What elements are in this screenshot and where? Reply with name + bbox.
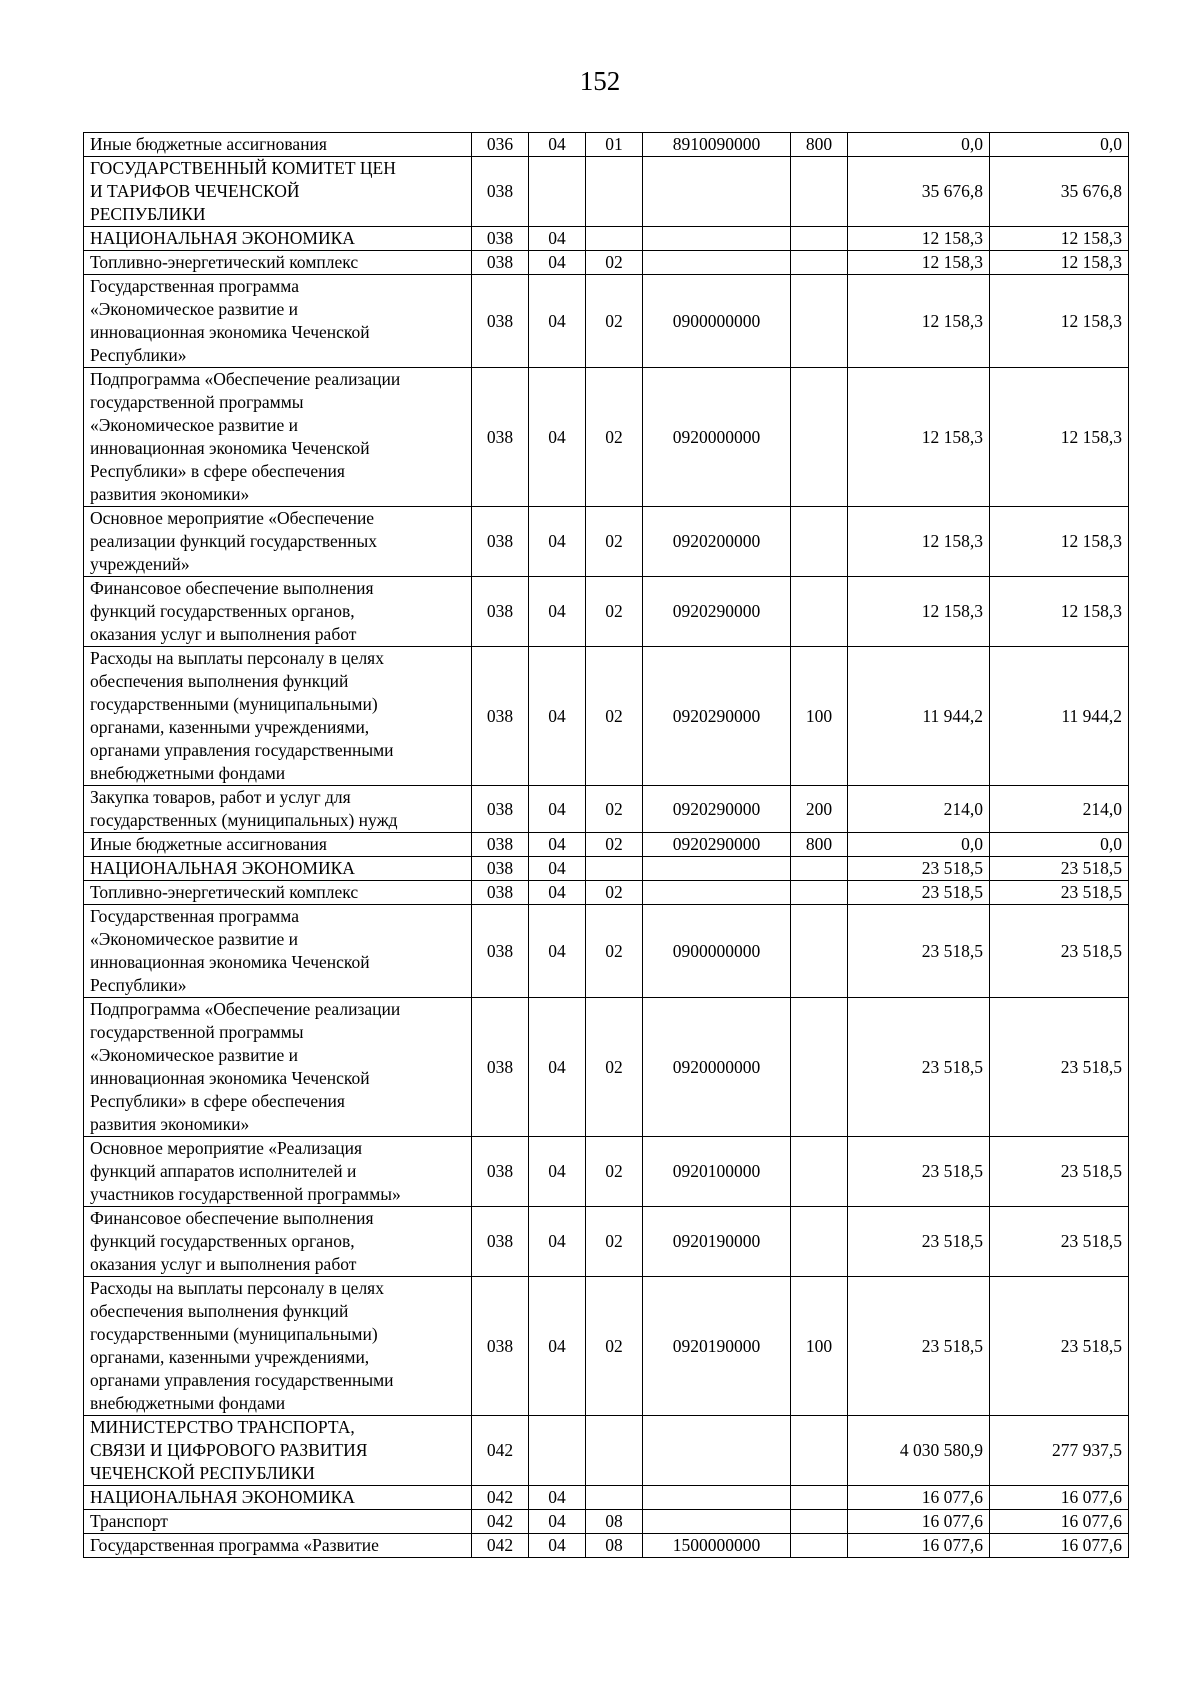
cell-rz: 04 [529, 227, 586, 251]
cell-name-line: функций государственных органов, [90, 601, 355, 621]
cell-csr: 0920290000 [643, 647, 791, 786]
cell-name-line: МИНИСТЕРСТВО ТРАНСПОРТА, [90, 1417, 355, 1437]
cell-vr: 100 [791, 1277, 848, 1416]
cell-pr [586, 227, 643, 251]
cell-sum-1: 12 158,3 [848, 251, 990, 275]
cell-sum-2: 12 158,3 [990, 507, 1129, 577]
table-row [84, 1510, 1129, 1534]
cell-name-line: Закупка товаров, работ и услуг для [90, 787, 351, 807]
cell-sum-1: 12 158,3 [848, 368, 990, 507]
cell-sum-2: 0,0 [990, 833, 1129, 857]
cell-sum-1: 214,0 [848, 786, 990, 833]
cell-name [84, 1510, 472, 1534]
cell-sum-1: 0,0 [848, 833, 990, 857]
cell-ved: 038 [472, 577, 529, 647]
cell-rz: 04 [529, 368, 586, 507]
cell-sum-2: 23 518,5 [990, 1137, 1129, 1207]
cell-name-line: органами, казенными учреждениями, [90, 717, 370, 737]
cell-name-line: Расходы на выплаты персоналу в целях [90, 1278, 384, 1298]
cell-pr: 02 [586, 786, 643, 833]
cell-name-line: Топливно-энергетический комплекс [90, 252, 359, 272]
table-row [84, 647, 1129, 786]
cell-name [84, 1277, 472, 1416]
cell-name-line: НАЦИОНАЛЬНАЯ ЭКОНОМИКА [90, 228, 355, 248]
cell-vr [791, 1137, 848, 1207]
cell-name-line: Иные бюджетные ассигнования [90, 834, 327, 854]
table-row [84, 786, 1129, 833]
cell-name-line: оказания услуг и выполнения работ [90, 1254, 357, 1274]
cell-ved: 042 [472, 1510, 529, 1534]
cell-name-line: инновационная экономика Чеченской [90, 952, 370, 972]
cell-name-line: внебюджетными фондами [90, 1393, 286, 1413]
cell-ved: 038 [472, 905, 529, 998]
cell-csr [643, 1510, 791, 1534]
table-row [84, 1277, 1129, 1416]
cell-sum-1: 23 518,5 [848, 881, 990, 905]
page-number: 152 [579, 66, 621, 96]
cell-sum-1: 23 518,5 [848, 1207, 990, 1277]
cell-vr [791, 905, 848, 998]
cell-name [84, 157, 472, 227]
cell-rz: 04 [529, 1534, 586, 1558]
cell-pr: 02 [586, 905, 643, 998]
table-row [84, 507, 1129, 577]
cell-name-line: органами управления государственными [90, 1370, 394, 1390]
cell-vr [791, 881, 848, 905]
cell-pr: 01 [586, 133, 643, 157]
cell-vr [791, 368, 848, 507]
cell-pr: 02 [586, 998, 643, 1137]
cell-name [84, 1486, 472, 1510]
cell-name-line: Основное мероприятие «Реализация [90, 1138, 362, 1158]
table-row [84, 857, 1129, 881]
budget-table-body [84, 133, 1129, 1558]
cell-sum-1: 12 158,3 [848, 227, 990, 251]
cell-rz: 04 [529, 786, 586, 833]
table-row [84, 1207, 1129, 1277]
cell-name-line: Основное мероприятие «Обеспечение [90, 508, 375, 528]
table-row [84, 133, 1129, 157]
cell-ved: 042 [472, 1486, 529, 1510]
cell-rz: 04 [529, 133, 586, 157]
cell-rz: 04 [529, 833, 586, 857]
cell-pr: 02 [586, 275, 643, 368]
cell-name-line: обеспечения выполнения функций [90, 1301, 349, 1321]
cell-sum-2: 12 158,3 [990, 577, 1129, 647]
cell-name-line: Финансовое обеспечение выполнения [90, 578, 374, 598]
cell-name [84, 881, 472, 905]
cell-sum-2: 12 158,3 [990, 368, 1129, 507]
cell-ved: 038 [472, 227, 529, 251]
cell-name-line: развития экономики» [90, 1114, 250, 1134]
cell-name-line: инновационная экономика Чеченской [90, 1068, 370, 1088]
cell-vr [791, 157, 848, 227]
cell-csr: 0920100000 [643, 1137, 791, 1207]
cell-name-line: государственными (муниципальными) [90, 1324, 378, 1344]
cell-pr: 02 [586, 577, 643, 647]
cell-sum-1: 23 518,5 [848, 905, 990, 998]
cell-pr: 02 [586, 1207, 643, 1277]
cell-name [84, 251, 472, 275]
cell-sum-1: 0,0 [848, 133, 990, 157]
cell-vr [791, 1207, 848, 1277]
cell-name-line: НАЦИОНАЛЬНАЯ ЭКОНОМИКА [90, 858, 355, 878]
cell-vr [791, 275, 848, 368]
cell-sum-2: 12 158,3 [990, 227, 1129, 251]
cell-name-line: И ТАРИФОВ ЧЕЧЕНСКОЙ [90, 181, 300, 201]
cell-vr [791, 1486, 848, 1510]
cell-sum-2: 23 518,5 [990, 998, 1129, 1137]
cell-pr: 08 [586, 1510, 643, 1534]
cell-rz: 04 [529, 998, 586, 1137]
cell-sum-1: 4 030 580,9 [848, 1416, 990, 1486]
cell-ved: 038 [472, 275, 529, 368]
cell-name-line: государственными (муниципальными) [90, 694, 378, 714]
cell-vr [791, 251, 848, 275]
cell-csr: 0920190000 [643, 1277, 791, 1416]
cell-csr [643, 1416, 791, 1486]
cell-vr: 100 [791, 647, 848, 786]
cell-ved: 038 [472, 507, 529, 577]
cell-name-line: инновационная экономика Чеченской [90, 438, 370, 458]
cell-csr [643, 857, 791, 881]
cell-rz: 04 [529, 507, 586, 577]
cell-csr: 0920000000 [643, 368, 791, 507]
cell-sum-2: 16 077,6 [990, 1510, 1129, 1534]
cell-sum-2: 23 518,5 [990, 1277, 1129, 1416]
table-row [84, 1416, 1129, 1486]
cell-name-line: государственной программы [90, 392, 304, 412]
cell-name [84, 507, 472, 577]
cell-csr: 0920290000 [643, 833, 791, 857]
cell-sum-1: 16 077,6 [848, 1534, 990, 1558]
cell-name-line: Финансовое обеспечение выполнения [90, 1208, 374, 1228]
cell-ved: 038 [472, 647, 529, 786]
cell-name-line: органами управления государственными [90, 740, 394, 760]
cell-name-line: Топливно-энергетический комплекс [90, 882, 359, 902]
cell-name-line: Государственная программа «Развитие [90, 1535, 379, 1555]
cell-name-line: оказания услуг и выполнения работ [90, 624, 357, 644]
cell-csr: 8910090000 [643, 133, 791, 157]
cell-name [84, 577, 472, 647]
cell-vr: 200 [791, 786, 848, 833]
cell-pr: 02 [586, 1277, 643, 1416]
cell-pr: 02 [586, 507, 643, 577]
cell-csr: 0920000000 [643, 998, 791, 1137]
cell-pr: 02 [586, 833, 643, 857]
cell-name-line: НАЦИОНАЛЬНАЯ ЭКОНОМИКА [90, 1487, 355, 1507]
cell-name-line: Республики» [90, 345, 187, 365]
cell-ved: 038 [472, 833, 529, 857]
table-row [84, 368, 1129, 507]
cell-csr [643, 251, 791, 275]
cell-name [84, 998, 472, 1137]
cell-name-line: Республики» в сфере обеспечения [90, 461, 345, 481]
cell-name [84, 1416, 472, 1486]
cell-rz: 04 [529, 881, 586, 905]
cell-name [84, 647, 472, 786]
cell-name-line: функций государственных органов, [90, 1231, 355, 1251]
cell-name [84, 1137, 472, 1207]
table-row [84, 577, 1129, 647]
table-row [84, 157, 1129, 227]
cell-vr [791, 1534, 848, 1558]
cell-rz: 04 [529, 1510, 586, 1534]
table-row [84, 1534, 1129, 1558]
budget-table [83, 132, 1129, 1558]
cell-rz: 04 [529, 251, 586, 275]
cell-name-line: участников государственной программы» [90, 1184, 401, 1204]
cell-sum-2: 11 944,2 [990, 647, 1129, 786]
cell-name-line: Транспорт [90, 1511, 168, 1531]
cell-ved: 042 [472, 1416, 529, 1486]
cell-rz: 04 [529, 857, 586, 881]
cell-ved: 038 [472, 251, 529, 275]
cell-ved: 038 [472, 998, 529, 1137]
cell-name-line: учреждений» [90, 554, 190, 574]
cell-csr: 0920290000 [643, 786, 791, 833]
cell-sum-1: 35 676,8 [848, 157, 990, 227]
table-row [84, 251, 1129, 275]
cell-ved: 038 [472, 881, 529, 905]
cell-sum-1: 16 077,6 [848, 1486, 990, 1510]
cell-name [84, 833, 472, 857]
table-row [84, 1486, 1129, 1510]
cell-rz: 04 [529, 1207, 586, 1277]
cell-sum-1: 23 518,5 [848, 1137, 990, 1207]
cell-sum-1: 12 158,3 [848, 275, 990, 368]
table-row [84, 881, 1129, 905]
cell-sum-2: 23 518,5 [990, 905, 1129, 998]
cell-rz: 04 [529, 1486, 586, 1510]
table-row [84, 275, 1129, 368]
cell-sum-2: 214,0 [990, 786, 1129, 833]
cell-rz [529, 157, 586, 227]
cell-name-line: государственных (муниципальных) нужд [90, 810, 398, 830]
cell-name-line: Иные бюджетные ассигнования [90, 134, 327, 154]
cell-sum-1: 12 158,3 [848, 577, 990, 647]
cell-pr: 08 [586, 1534, 643, 1558]
table-row [84, 833, 1129, 857]
cell-pr [586, 157, 643, 227]
cell-name-line: Государственная программа [90, 276, 299, 296]
cell-sum-1: 12 158,3 [848, 507, 990, 577]
cell-csr [643, 1486, 791, 1510]
cell-sum-1: 11 944,2 [848, 647, 990, 786]
cell-csr: 0920200000 [643, 507, 791, 577]
cell-csr [643, 881, 791, 905]
cell-name-line: обеспечения выполнения функций [90, 671, 349, 691]
cell-name-line: Республики» в сфере обеспечения [90, 1091, 345, 1111]
cell-pr: 02 [586, 368, 643, 507]
cell-pr [586, 1416, 643, 1486]
cell-ved: 036 [472, 133, 529, 157]
cell-name-line: «Экономическое развитие и [90, 299, 298, 319]
cell-sum-2: 23 518,5 [990, 881, 1129, 905]
cell-csr: 0900000000 [643, 905, 791, 998]
cell-sum-1: 16 077,6 [848, 1510, 990, 1534]
cell-rz: 04 [529, 1137, 586, 1207]
cell-csr: 0920190000 [643, 1207, 791, 1277]
cell-rz: 04 [529, 905, 586, 998]
cell-name [84, 1534, 472, 1558]
cell-rz: 04 [529, 577, 586, 647]
cell-name-line: функций аппаратов исполнителей и [90, 1161, 357, 1181]
cell-vr: 800 [791, 833, 848, 857]
cell-name-line: ЧЕЧЕНСКОЙ РЕСПУБЛИКИ [90, 1463, 315, 1483]
cell-pr: 02 [586, 881, 643, 905]
cell-vr [791, 998, 848, 1137]
cell-rz: 04 [529, 1277, 586, 1416]
cell-ved: 038 [472, 857, 529, 881]
cell-pr: 02 [586, 251, 643, 275]
cell-vr [791, 857, 848, 881]
cell-vr [791, 227, 848, 251]
cell-name [84, 133, 472, 157]
cell-name-line: внебюджетными фондами [90, 763, 286, 783]
cell-name-line: реализации функций государственных [90, 531, 378, 551]
cell-name-line: государственной программы [90, 1022, 304, 1042]
cell-name [84, 857, 472, 881]
cell-name-line: «Экономическое развитие и [90, 1045, 298, 1065]
cell-name-line: органами, казенными учреждениями, [90, 1347, 370, 1367]
cell-sum-2: 23 518,5 [990, 1207, 1129, 1277]
cell-name-line: Подпрограмма «Обеспечение реализации [90, 369, 401, 389]
cell-csr [643, 157, 791, 227]
cell-ved: 038 [472, 786, 529, 833]
cell-name [84, 905, 472, 998]
table-row [84, 905, 1129, 998]
cell-name [84, 275, 472, 368]
cell-pr [586, 1486, 643, 1510]
cell-name-line: Расходы на выплаты персоналу в целях [90, 648, 384, 668]
cell-rz: 04 [529, 275, 586, 368]
cell-name-line: «Экономическое развитие и [90, 415, 298, 435]
cell-sum-1: 23 518,5 [848, 857, 990, 881]
cell-rz: 04 [529, 647, 586, 786]
cell-vr [791, 507, 848, 577]
cell-csr: 1500000000 [643, 1534, 791, 1558]
cell-vr: 800 [791, 133, 848, 157]
cell-sum-2: 12 158,3 [990, 275, 1129, 368]
table-row [84, 1137, 1129, 1207]
cell-sum-2: 16 077,6 [990, 1486, 1129, 1510]
cell-name-line: Подпрограмма «Обеспечение реализации [90, 999, 401, 1019]
cell-name-line: РЕСПУБЛИКИ [90, 204, 206, 224]
cell-name [84, 1207, 472, 1277]
cell-ved: 038 [472, 1137, 529, 1207]
cell-name-line: Государственная программа [90, 906, 299, 926]
cell-ved: 042 [472, 1534, 529, 1558]
cell-name-line: инновационная экономика Чеченской [90, 322, 370, 342]
cell-name-line: Республики» [90, 975, 187, 995]
cell-vr [791, 1510, 848, 1534]
cell-name-line: ГОСУДАРСТВЕННЫЙ КОМИТЕТ ЦЕН [90, 158, 396, 178]
cell-rz [529, 1416, 586, 1486]
cell-name [84, 368, 472, 507]
cell-ved: 038 [472, 1277, 529, 1416]
cell-ved: 038 [472, 157, 529, 227]
cell-sum-2: 277 937,5 [990, 1416, 1129, 1486]
cell-name-line: СВЯЗИ И ЦИФРОВОГО РАЗВИТИЯ [90, 1440, 368, 1460]
cell-name-line: развития экономики» [90, 484, 250, 504]
cell-csr: 0900000000 [643, 275, 791, 368]
cell-sum-2: 35 676,8 [990, 157, 1129, 227]
cell-name [84, 786, 472, 833]
cell-sum-1: 23 518,5 [848, 1277, 990, 1416]
cell-pr: 02 [586, 1137, 643, 1207]
cell-vr [791, 577, 848, 647]
cell-sum-1: 23 518,5 [848, 998, 990, 1137]
cell-ved: 038 [472, 368, 529, 507]
cell-sum-2: 0,0 [990, 133, 1129, 157]
cell-pr [586, 857, 643, 881]
cell-sum-2: 12 158,3 [990, 251, 1129, 275]
cell-name [84, 227, 472, 251]
table-row [84, 227, 1129, 251]
cell-ved: 038 [472, 1207, 529, 1277]
cell-csr [643, 227, 791, 251]
cell-sum-2: 23 518,5 [990, 857, 1129, 881]
cell-csr: 0920290000 [643, 577, 791, 647]
cell-pr: 02 [586, 647, 643, 786]
cell-sum-2: 16 077,6 [990, 1534, 1129, 1558]
table-row [84, 998, 1129, 1137]
cell-name-line: «Экономическое развитие и [90, 929, 298, 949]
cell-vr [791, 1416, 848, 1486]
